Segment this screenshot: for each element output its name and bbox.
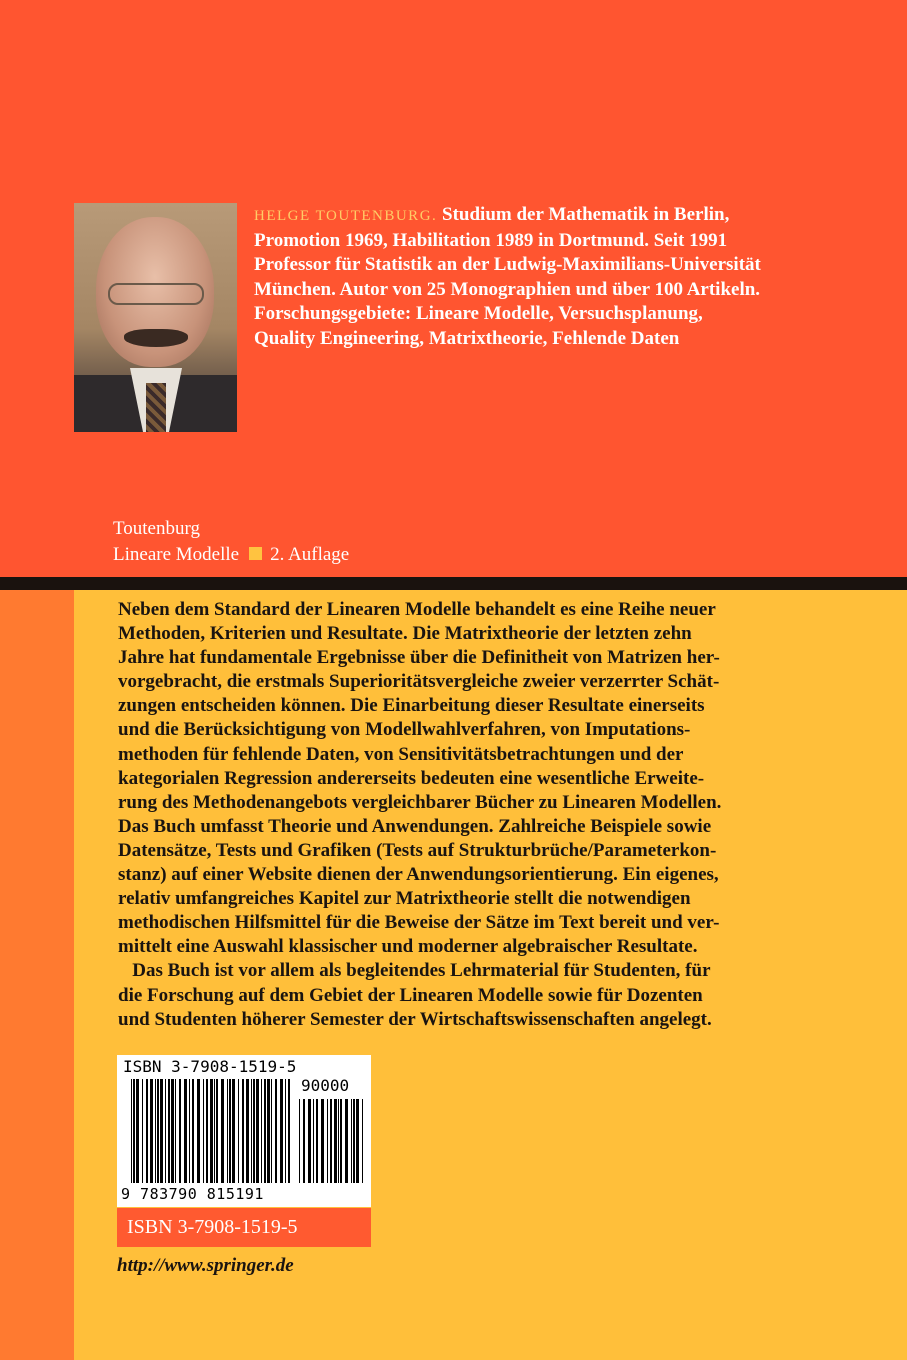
bio-line-1 (254, 203, 874, 229)
description-line: Das Buch umfasst Theorie und Anwendungen. Zahlreiche Beispiele sowie (118, 815, 712, 837)
bio-line: Forschungsgebiete: Lineare Modelle, Versuchsplanung, (254, 303, 703, 324)
barcode-price-code: 90000 (301, 1076, 350, 1095)
cover-title-block (113, 516, 349, 568)
barcode-bar (142, 1079, 143, 1183)
barcode-bar (165, 1079, 166, 1183)
cover-title-row (113, 542, 349, 568)
barcode-bar (251, 1079, 252, 1183)
barcode-isbn-label: ISBN 3-7908-1519-5 (123, 1057, 297, 1076)
divider-band (0, 577, 907, 590)
barcode-bar (285, 1079, 286, 1183)
bio-line: Professor für Statistik an der Ludwig-Maximilians-Universität (254, 254, 761, 275)
bio-line-1-rest: Studium der Mathematik in Berlin, (442, 204, 730, 225)
barcode-bar (171, 1079, 174, 1183)
author-photo (74, 203, 237, 432)
barcode-bar (155, 1079, 156, 1183)
description-line: Methoden, Kriterien und Resultate. Die Matrixtheorie der letzten zehn (118, 623, 692, 645)
barcode-ean-digits: 9 783790 815191 (121, 1185, 264, 1203)
barcode-bar (271, 1079, 272, 1183)
barcode-bar (131, 1079, 132, 1183)
barcode-bar (288, 1079, 290, 1183)
description-line: mittelt eine Auswahl klassischer und moderner algebraischer Resultate. (118, 936, 698, 958)
barcode-bar (175, 1079, 176, 1183)
book-description (118, 598, 878, 1032)
description-line: stanz) auf einer Website dienen der Anwendungsorientierung. Ein eigenes, (118, 864, 719, 886)
description-line: methodischen Hilfsmittel für die Beweise der Sätze im Text bereit und ver- (118, 912, 720, 934)
barcode-bar (345, 1099, 348, 1183)
barcode-bar (203, 1079, 204, 1183)
left-strip (0, 590, 74, 1360)
barcode-bar (340, 1099, 342, 1183)
description-line: kategorialen Regression andererseits bedeuten eine wesentliche Erweite- (118, 767, 705, 789)
barcode-bar (157, 1079, 159, 1183)
barcode-bar (362, 1099, 363, 1183)
barcode-bar (330, 1099, 332, 1183)
barcode-bar (338, 1099, 339, 1183)
description-line: methoden für fehlende Daten, von Sensitivitätsbetrachtungen und der (118, 743, 684, 765)
photo-mustache (124, 329, 188, 347)
barcode-bar (299, 1099, 300, 1183)
author-name: HELGE TOUTENBURG. (254, 208, 438, 224)
barcode-bar (334, 1099, 337, 1183)
barcode-bar (229, 1079, 231, 1183)
barcode-bar (308, 1099, 311, 1183)
photo-tie (146, 383, 166, 432)
barcode-bar (321, 1099, 324, 1183)
barcode-bar (216, 1079, 218, 1183)
barcode-bar (210, 1079, 213, 1183)
bio-line: Promotion 1969, Habilitation 1989 in Dortmund. Seit 1991 (254, 229, 728, 251)
barcode-bar (160, 1079, 163, 1183)
barcode-bar (133, 1079, 135, 1183)
barcode-bar (280, 1079, 283, 1183)
barcode-bar (264, 1079, 266, 1183)
barcode-bar (189, 1079, 190, 1183)
bio-line: München. Autor von 25 Monographien und über 100 Artikeln. (254, 278, 761, 300)
barcode-bar (227, 1079, 228, 1183)
barcode-bar (253, 1079, 255, 1183)
barcode-bar (353, 1099, 355, 1183)
publisher-url[interactable]: http://www.springer.de (117, 1255, 294, 1276)
barcode-bar (221, 1079, 224, 1183)
author-bio (254, 203, 874, 351)
cover-author: Toutenburg (113, 518, 200, 539)
barcode-bar (267, 1079, 270, 1183)
cover-title: Lineare Modelle (113, 544, 240, 565)
description-line: und Studenten höherer Semester der Wirtschaftswissenschaften angelegt. (118, 1008, 712, 1030)
barcode-bar (184, 1079, 187, 1183)
barcode-bar (261, 1079, 262, 1183)
barcode-bar (238, 1079, 239, 1183)
description-line: vorgebracht, die erstmals Superioritätsvergleiche zweier verzerrter Schät- (118, 671, 720, 693)
barcode-bar (351, 1099, 352, 1183)
barcode-bar (303, 1099, 305, 1183)
description-line: zungen entscheiden können. Die Einarbeitung dieser Resultate einerseits (118, 695, 705, 717)
barcode-bar (179, 1079, 181, 1183)
cover-edition: 2. Auflage (270, 544, 350, 565)
barcode-bar (246, 1079, 249, 1183)
photo-glasses (108, 283, 204, 305)
description-line: Datensätze, Tests und Grafiken (Tests auf Strukturbrüche/Parameterkon- (118, 839, 717, 861)
barcode-bar (327, 1099, 328, 1183)
barcode-bar (197, 1079, 200, 1183)
isbn-band: ISBN 3-7908-1519-5 (117, 1208, 371, 1247)
barcode-bar (275, 1079, 277, 1183)
barcode-bar (232, 1079, 235, 1183)
barcode-bar (256, 1079, 259, 1183)
description-line: relativ umfangreiches Kapitel zur Matrixtheorie stellt die notwendigen (118, 888, 691, 910)
barcode-bar (242, 1079, 244, 1183)
description-line: Das Buch ist vor allem als begleitendes Lehrmaterial für Studenten, für (118, 960, 711, 982)
bio-line: Quality Engineering, Matrixtheorie, Fehlende Daten (254, 327, 680, 349)
description-line: und die Berücksichtigung von Modellwahlverfahren, von Imputations- (118, 719, 691, 741)
square-bullet-icon (249, 547, 262, 560)
barcode-bar (313, 1099, 314, 1183)
description-line: Neben dem Standard der Linearen Modelle behandelt es eine Reihe neuer (118, 599, 716, 620)
description-line: rung des Methodenangebots vergleichbarer Bücher zu Linearen Modellen. (118, 791, 722, 813)
barcode-bar (192, 1079, 194, 1183)
barcode (117, 1055, 371, 1207)
barcode-bar (356, 1099, 359, 1183)
barcode-bar (150, 1079, 153, 1183)
description-line: die Forschung auf dem Gebiet der Linearen Modelle sowie für Dozenten (118, 984, 703, 1006)
barcode-bar (168, 1079, 170, 1183)
description-line: Jahre hat fundamentale Ergebnisse über die Definitheit von Matrizen her- (118, 647, 720, 669)
barcode-bar (136, 1079, 139, 1183)
barcode-bar (214, 1079, 215, 1183)
barcode-bar (206, 1079, 208, 1183)
barcode-bar (316, 1099, 318, 1183)
barcode-bar (146, 1079, 148, 1183)
